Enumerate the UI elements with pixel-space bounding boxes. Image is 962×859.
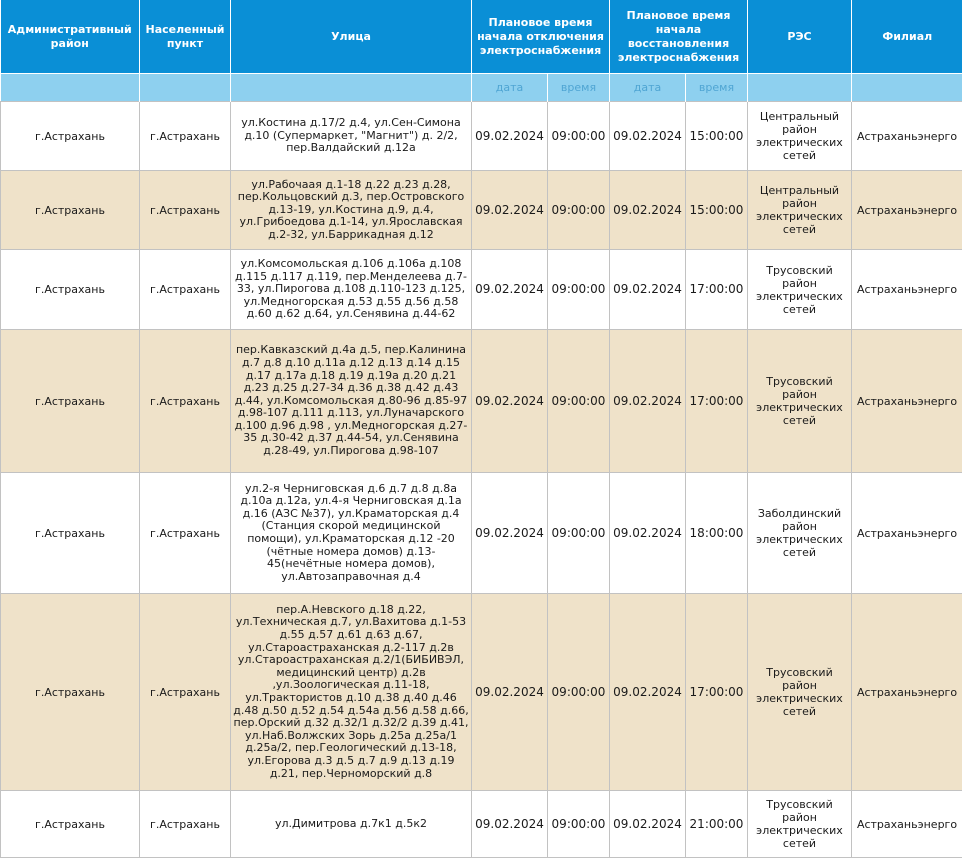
subheader-empty [852, 74, 962, 102]
cell-settlement: г.Астрахань [140, 791, 231, 858]
cell-branch: Астраханьэнерго [852, 102, 962, 171]
cell-res: Центральный район электрических сетей [748, 102, 852, 171]
cell-restore-date: 09.02.2024 [610, 594, 686, 791]
cell-start-time: 09:00:00 [548, 473, 610, 594]
cell-res: Трусовский район электрических сетей [748, 594, 852, 791]
cell-street: ул.Комсомольская д.106 д.106а д.108 д.115 д.117 д.119, пер.Менделеева д.7-33, ул.Пирогова д.108 д.110-123 д.125, ул.Медногорская д.53 д.55 д.56 д.58 д.60 д.62 д.64, ул.Сенявина д.44-62 [231, 250, 472, 330]
cell-restore-time: 17:00:00 [686, 250, 748, 330]
cell-res: Заболдинский район электрических сетей [748, 473, 852, 594]
cell-district: г.Астрахань [1, 473, 140, 594]
table-row [1, 594, 962, 791]
subheader-empty [231, 74, 472, 102]
cell-district: г.Астрахань [1, 250, 140, 330]
cell-restore-date: 09.02.2024 [610, 473, 686, 594]
cell-restore-time: 17:00:00 [686, 330, 748, 473]
table-row [1, 330, 962, 473]
cell-restore-time: 17:00:00 [686, 594, 748, 791]
cell-res: Трусовский район электрических сетей [748, 330, 852, 473]
cell-start-time: 09:00:00 [548, 791, 610, 858]
subheader-empty [140, 74, 231, 102]
cell-district: г.Астрахань [1, 791, 140, 858]
cell-start-date: 09.02.2024 [472, 594, 548, 791]
subheader-start-date: дата [472, 74, 548, 102]
cell-restore-time: 21:00:00 [686, 791, 748, 858]
cell-branch: Астраханьэнерго [852, 171, 962, 250]
header-res: РЭС [748, 0, 852, 74]
table-subheader-row [1, 74, 962, 102]
header-branch: Филиал [852, 0, 962, 74]
cell-start-time: 09:00:00 [548, 330, 610, 473]
cell-street: ул.Димитрова д.7к1 д.5к2 [231, 791, 472, 858]
cell-restore-date: 09.02.2024 [610, 330, 686, 473]
cell-res: Трусовский район электрических сетей [748, 250, 852, 330]
cell-res: Трусовский район электрических сетей [748, 791, 852, 858]
header-settlement: Населенный пункт [140, 0, 231, 74]
cell-district: г.Астрахань [1, 594, 140, 791]
cell-restore-date: 09.02.2024 [610, 791, 686, 858]
cell-settlement: г.Астрахань [140, 171, 231, 250]
cell-settlement: г.Астрахань [140, 330, 231, 473]
cell-start-date: 09.02.2024 [472, 250, 548, 330]
cell-branch: Астраханьэнерго [852, 791, 962, 858]
header-restore-time: Плановое время начала восстановления электроснабжения [610, 0, 748, 74]
cell-res: Центральный район электрических сетей [748, 171, 852, 250]
cell-district: г.Астрахань [1, 171, 140, 250]
cell-restore-date: 09.02.2024 [610, 250, 686, 330]
cell-start-date: 09.02.2024 [472, 473, 548, 594]
cell-start-date: 09.02.2024 [472, 330, 548, 473]
table-row [1, 250, 962, 330]
cell-start-date: 09.02.2024 [472, 171, 548, 250]
subheader-empty [1, 74, 140, 102]
cell-restore-time: 15:00:00 [686, 102, 748, 171]
cell-branch: Астраханьэнерго [852, 330, 962, 473]
cell-street: ул.Костина д.17/2 д.4, ул.Сен-Симона д.10 (Супермаркет, "Магнит") д. 2/2, пер.Валдайский д.12а [231, 102, 472, 171]
table-row [1, 473, 962, 594]
cell-restore-time: 15:00:00 [686, 171, 748, 250]
subheader-restore-time: время [686, 74, 748, 102]
cell-district: г.Астрахань [1, 330, 140, 473]
cell-settlement: г.Астрахань [140, 102, 231, 171]
cell-street: ул.2-я Черниговская д.6 д.7 д.8 д.8а д.10а д.12а, ул.4-я Черниговская д.1а д.16 (АЗС №37), ул.Краматорская д.4 (Станция скорой медицинской помощи), ул.Краматорская д.12 -20 (чётные номера домов) д.13-45(нечётные номера домов), ул.Автозаправочная д.4 [231, 473, 472, 594]
cell-branch: Астраханьэнерго [852, 473, 962, 594]
cell-restore-date: 09.02.2024 [610, 171, 686, 250]
cell-street: ул.Рабочаая д.1-18 д.22 д.23 д.28, пер.Кольцовский д.3, пер.Островского д.13-19, ул.Костина д.9, д.4, ул.Грибоедова д.1-14, ул.Ярославская д.2-32, ул.Баррикадная д.12 [231, 171, 472, 250]
table-row [1, 171, 962, 250]
table-row [1, 102, 962, 171]
cell-restore-time: 18:00:00 [686, 473, 748, 594]
cell-branch: Астраханьэнерго [852, 250, 962, 330]
cell-start-time: 09:00:00 [548, 250, 610, 330]
cell-start-date: 09.02.2024 [472, 791, 548, 858]
header-start-time: Плановое время начала отключения электроснабжения [472, 0, 610, 74]
cell-street: пер.Кавказский д.4а д.5, пер.Калинина д.7 д.8 д.10 д.11а д.12 д.13 д.14 д.15 д.17 д.17а д.18 д.19 д.19а д.20 д.21 д.23 д.25 д.27-34 д.36 д.38 д.42 д.43 д.44, ул.Комсомольская д.80-96 д.85-97 д.98-107 д.111 д.113, ул.Луначарского д.100 д.96 д.98 , ул.Медногорская д.27-35 д.30-42 д.37 д.44-54, ул.Сенявина д.28-49, ул.Пирогова д.98-107 [231, 330, 472, 473]
subheader-empty [748, 74, 852, 102]
cell-start-date: 09.02.2024 [472, 102, 548, 171]
cell-branch: Астраханьэнерго [852, 594, 962, 791]
cell-district: г.Астрахань [1, 102, 140, 171]
cell-start-time: 09:00:00 [548, 171, 610, 250]
cell-restore-date: 09.02.2024 [610, 102, 686, 171]
subheader-start-time: время [548, 74, 610, 102]
cell-settlement: г.Астрахань [140, 250, 231, 330]
cell-street: пер.А.Невского д.18 д.22, ул.Техническая д.7, ул.Вахитова д.1-53 д.55 д.57 д.61 д.63 д.67, ул.Староастраханская д.2-117 д.2в ул.Староастраханская д.2/1(БИБИВЭЛ, медицинский центр) д.2в ,ул.Зоологическая д.11-18, ул.Трактористов д.10 д.38 д.40 д.46 д.48 д.50 д.52 д.54 д.54а д.56 д.58 д.66, пер.Орский д.32 д.32/1 д.32/2 д.39 д.41, ул.Наб.Волжских Зорь д.25а д.25а/1 д.25а/2, пер.Геологический д.13-18, ул.Егорова д.3 д.5 д.7 д.9 д.13 д.19 д.21, пер.Черноморский д.8 [231, 594, 472, 791]
cell-start-time: 09:00:00 [548, 102, 610, 171]
subheader-restore-date: дата [610, 74, 686, 102]
header-district: Административный район [1, 0, 140, 74]
cell-start-time: 09:00:00 [548, 594, 610, 791]
cell-settlement: г.Астрахань [140, 473, 231, 594]
cell-settlement: г.Астрахань [140, 594, 231, 791]
table-header-row [1, 0, 962, 74]
table-row [1, 791, 962, 858]
header-street: Улица [231, 0, 472, 74]
